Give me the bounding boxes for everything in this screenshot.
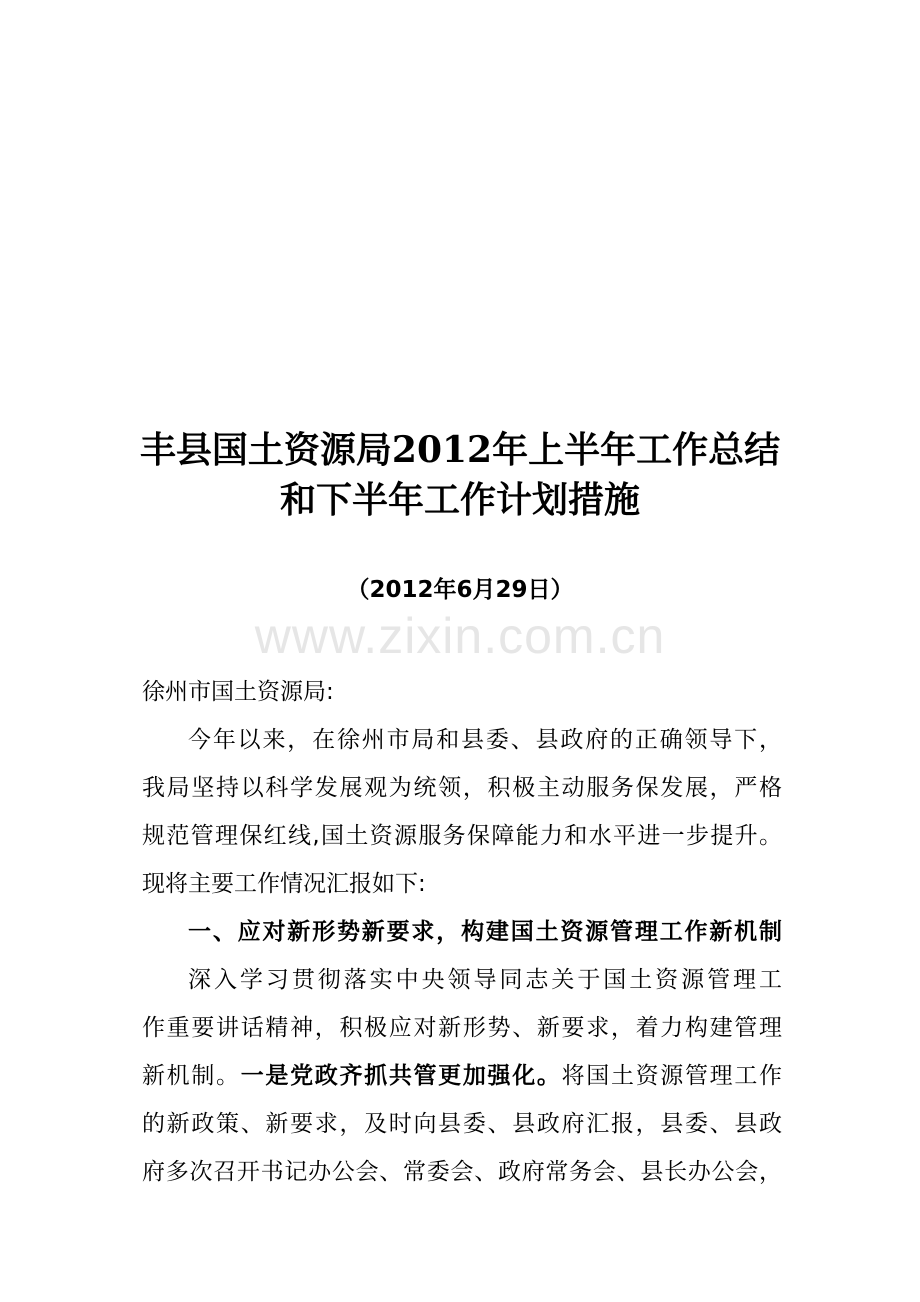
intro-line-2: 我局坚持以科学发展观为统领，积极主动服务保发展，严格 [142,775,782,801]
section-1-line-2: 作重要讲话精神，积极应对新形势、新要求，着力构建管理 [142,1015,782,1041]
section-1-line-1: 深入学习贯彻落实中央领导同志关于国土资源管理工 [188,967,782,993]
section-1-line-5: 府多次召开书记办公会、常委会、政府常务会、县长办公会， [142,1159,782,1185]
salutation: 徐州市国土资源局: [142,679,334,705]
intro-line-1: 今年以来，在徐州市局和县委、县政府的正确领导下， [188,727,782,753]
intro-line-3: 规范管理保红线,国土资源服务保障能力和水平进一步提升。 [142,823,782,849]
document-title-line-1: 丰县国土资源局2012年上半年工作总结 [139,429,781,471]
document-date: （2012年6月29日） [346,577,574,603]
section-1-line-3-suffix: 将国土资源管理工作 [561,1063,783,1089]
section-1-line-3 [142,1056,782,1096]
section-1-line-3-prefix: 新机制。 [142,1063,241,1089]
document-title-line-2: 和下半年工作计划措施 [279,479,640,521]
section-1-line-4: 的新政策、新要求，及时向县委、县政府汇报，县委、县政 [142,1111,782,1137]
section-1-point-1-bold: 一是党政齐抓共管更加强化。 [240,1063,562,1089]
watermark: www.zixin.com.cn [254,608,666,664]
intro-line-4: 现将主要工作情况汇报如下: [142,871,426,897]
section-1-heading: 一、应对新形势新要求，构建国土资源管理工作新机制 [188,919,782,945]
